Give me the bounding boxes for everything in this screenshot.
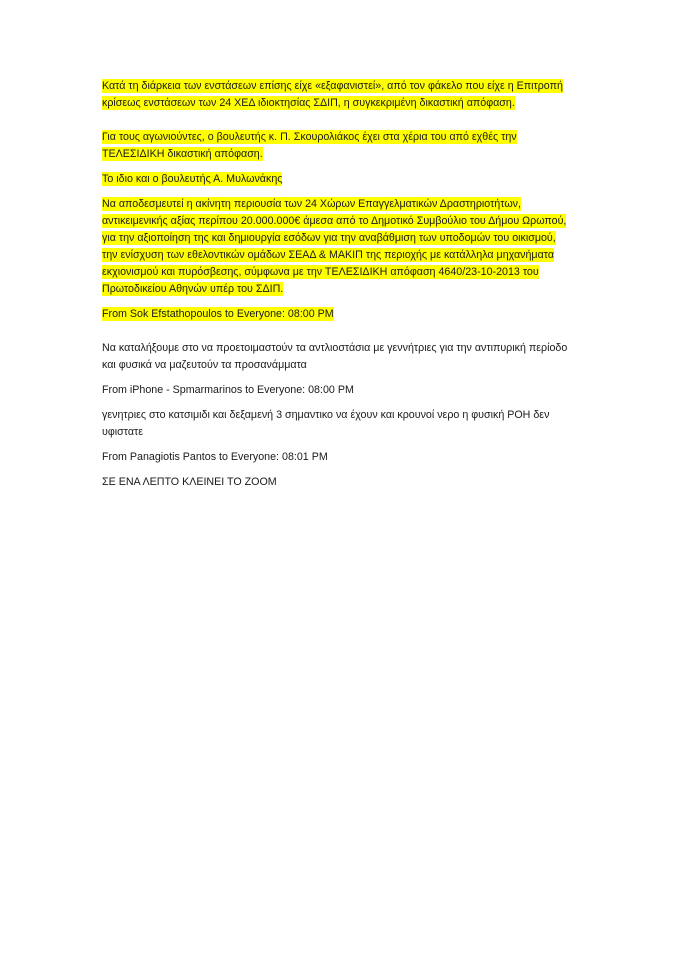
highlighted-text: Να αποδεσμευτεί η ακίνητη περιουσία των 24 Χώρων Επαγγελματικών Δραστηριοτήτων, αντικειμενικής αξίας περίπου 20.000.000€ άμεσα από το Δημοτικό Συμβούλιο του Δήμου Ωρωπού, για την αξιοποίηση της και δημιουργία εσόδων για την αναβάθμιση των υποδομών του οικισμού, την ενίσχυση των εθελοντικών ομάδων ΣΕΑΔ & ΜΑΚΙΠ της περιοχής με κατάλληλα μηχανήματα εκχιονισμού και πυρόσβεσης, σύμφωνα με την ΤΕΛΕΣΙΔΙΚΗ απόφαση 4640/23-10-2013 του Πρωτοδικείου Αθηνών υπέρ του ΣΔΙΠ. bbox=[102, 198, 567, 295]
chat-message-zoom-closing: ΣΕ ΕΝΑ ΛΕΠΤΟ ΚΛΕΙΝΕΙ ΤΟ ΖΟΟΜ bbox=[102, 476, 277, 488]
document-body bbox=[102, 78, 572, 499]
highlighted-text: Το ιδιο και ο βουλευτής Α. Μυλωνάκης bbox=[102, 173, 283, 185]
paragraph-mp-mylonakis bbox=[102, 171, 572, 188]
highlighted-text: From Sok Efstathopoulos to Everyone: 08:00 PM bbox=[102, 308, 334, 320]
highlighted-text: Για τους αγωνιούντες, ο βουλευτής κ. Π. Σκουρολιάκος έχει στα χέρια του από εχθές την ΤΕΛΕΣΙΔΙΚΗ δικαστική απόφαση. bbox=[102, 131, 517, 160]
chat-header-pantos: From Panagiotis Pantos to Everyone: 08:01 PM bbox=[102, 451, 328, 463]
chat-header-spmarmarinos: From iPhone - Spmarmarinos to Everyone: 08:00 PM bbox=[102, 384, 354, 396]
paragraph-missing-decision bbox=[102, 78, 572, 112]
paragraph-property-release bbox=[102, 196, 572, 298]
chat-header-efstathopoulos bbox=[102, 306, 572, 323]
chat-message-generators: γενητριες στο κατσιμιδι και δεξαμενή 3 σημαντικο να έχουν και κρουνοί νερο η φυσική ΡΟΗ δεν υφιστατε bbox=[102, 409, 550, 438]
highlighted-text: Κατά τη διάρκεια των ενστάσεων επίσης είχε «εξαφανιστεί», από τον φάκελο που είχε η Επιτροπή κρίσεως ενστάσεων των 24 ΧΕΔ ιδιοκτησίας ΣΔΙΠ, η συγκεκριμένη δικαστική απόφαση. bbox=[102, 80, 563, 109]
paragraph-mp-skourolakos bbox=[102, 129, 572, 163]
chat-message-pump-stations: Να καταλήξουμε στο να προετοιμαστούν τα αντλιοστάσια με γεννήτριες για την αντιπυρική περίοδο και φυσικά να μαζευτούν τα προσανάμματα bbox=[102, 342, 568, 371]
